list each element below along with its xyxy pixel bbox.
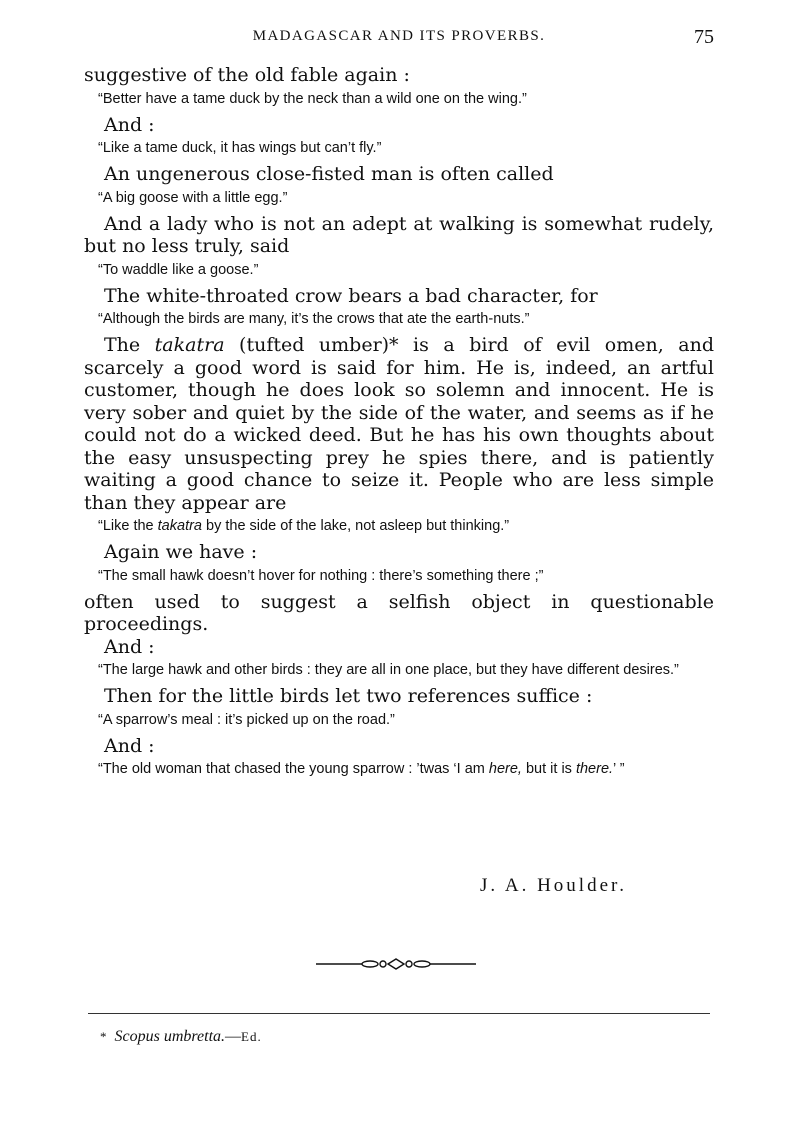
- footnote-species: Scopus umbretta.: [114, 1028, 226, 1045]
- text-run: The: [104, 334, 141, 356]
- text-run: ’ ”: [613, 761, 625, 777]
- author-signature: J. A. Houlder.: [480, 875, 628, 896]
- paragraph: The white-throated crow bears a bad character, for: [104, 284, 598, 307]
- text-run: “The old woman that chased the young sparrow : ’twas ‘I am: [98, 761, 485, 777]
- proverb-quote: “The small hawk doesn’t hover for nothing : there’s something there ;”: [98, 567, 544, 584]
- proverb-quote: “A big goose with a little egg.”: [98, 189, 288, 206]
- italic-term: takatra: [154, 334, 225, 356]
- proverb-quote: “To waddle like a goose.”: [98, 261, 259, 278]
- proverb-quote: [84, 517, 714, 535]
- proverb-quote: “A sparrow’s meal : it’s picked up on the road.”: [98, 711, 395, 728]
- footnote-dash: —: [225, 1028, 242, 1045]
- text-run: by the side of the lake, not asleep but thinking.”: [206, 518, 510, 534]
- paragraph: often used to suggest a selfish object in questionable proceedings.: [84, 590, 714, 635]
- footnote-mark: *: [100, 1029, 107, 1044]
- body-text: [84, 64, 714, 784]
- paragraph: And :: [104, 734, 155, 757]
- proverb-quote: “Better have a tame duck by the neck than a wild one on the wing.”: [98, 90, 527, 107]
- paragraph: Then for the little birds let two references suffice :: [104, 685, 593, 707]
- proverb-quote: “The large hawk and other birds : they are all in one place, but they have different desires.”: [98, 662, 679, 678]
- page-header: [84, 28, 714, 52]
- paragraph: And :: [104, 635, 155, 658]
- text-run: “Like the: [98, 518, 154, 534]
- italic-term: takatra: [157, 518, 202, 534]
- paragraph: An ungenerous close-fisted man is often called: [104, 163, 554, 185]
- text-run: (tufted umber)* is a bird of evil omen, and scarcely a good word is said for him. He is, indeed, an artful customer, though he does look so solemn and innocent. He is very sober and quiet by the side of the water, and seems as if he could not do a wicked deed. But he has his own thoughts about the easy unsuspecting prey he spies there, and is patiently waiting a good chance to seize it. People who are less simple than they appear are: [84, 334, 715, 514]
- italic-term: here,: [488, 761, 522, 777]
- footnote-rule: [88, 1013, 710, 1014]
- footnote-editor: Ed.: [241, 1029, 262, 1044]
- ornament-divider: [316, 956, 476, 972]
- footnote: [100, 1028, 262, 1046]
- paragraph: And :: [104, 113, 155, 136]
- page-number: 75: [694, 26, 714, 48]
- proverb-quote: “Although the birds are many, it’s the crows that ate the earth-nuts.”: [98, 311, 530, 327]
- paragraph: suggestive of the old fable again :: [84, 64, 410, 86]
- proverb-quote: [84, 760, 714, 778]
- running-head: MADAGASCAR AND ITS PROVERBS.: [252, 28, 546, 44]
- paragraph: Again we have :: [104, 541, 258, 563]
- proverb-quote: “Like a tame duck, it has wings but can’t fly.”: [98, 140, 382, 156]
- italic-term: there.: [575, 761, 614, 777]
- paragraph-takatra: [84, 334, 714, 514]
- text-run: but it is: [525, 761, 572, 777]
- paragraph: And a lady who is not an adept at walking is somewhat rudely, but no less truly, said: [84, 212, 714, 257]
